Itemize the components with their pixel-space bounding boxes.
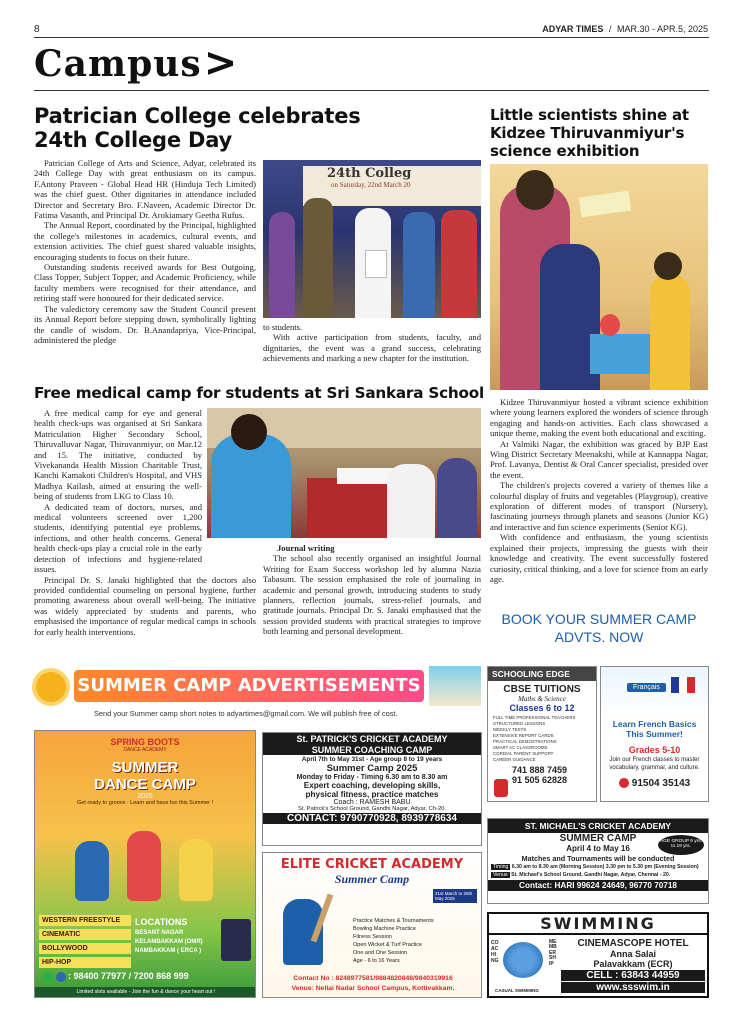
kidzee-headline: Little scientists shine at Kidzee Thiruvanmiyur's science exhibition bbox=[490, 106, 689, 160]
masthead-line bbox=[542, 24, 708, 34]
book-ad-line1: BOOK YOUR SUMMER CAMP bbox=[501, 611, 697, 627]
logo-caption: CASUAL SWIMMING bbox=[495, 988, 539, 993]
dance-styles bbox=[39, 915, 131, 968]
st-michael-contact: Contact: HARI 99624 24649, 96770 70718 bbox=[488, 880, 708, 891]
paragraph: The Annual Report, coordinated by the Principal, highlighted the college's milestones in academics, cultural events, and extension activities. The chief guest shared valuable insights, encouraging students to focus on their future. bbox=[34, 220, 256, 262]
st-michael-title: ST. MICHAEL'S CRICKET ACADEMY bbox=[488, 819, 708, 833]
elite-features bbox=[353, 917, 434, 965]
paragraph: A dedicated team of doctors, nurses, and medical volunteers screened over 1,200 students, identifying potential eye problems, infections, and other health concerns. General health check-ups play a crucial role in the early detection of infections and hygiene-related issues. bbox=[34, 501, 202, 575]
dance-style: HIP-HOP bbox=[39, 957, 131, 968]
page-number: 8 bbox=[34, 24, 40, 35]
phone-1: 741 888 7459 bbox=[512, 765, 568, 775]
flag-icon bbox=[671, 677, 695, 693]
journal-subhead: Journal writing bbox=[277, 543, 335, 553]
elite-dates: 21st March to 26th May 2025 bbox=[433, 889, 477, 903]
venue-line: Palavakkam (ECR) bbox=[593, 959, 673, 969]
st-patrick-venue: St. Patrick's School Ground, Gandhi Nagar, Adyar, Ch-20. bbox=[297, 806, 447, 812]
patrician-photo bbox=[263, 160, 481, 318]
location: NAMBAKKAM ( ERCA ) bbox=[135, 948, 202, 954]
patrician-col1 bbox=[34, 158, 256, 345]
elite-cricket-ad bbox=[262, 852, 482, 998]
st-patrick-camp: Summer Camp 2025 bbox=[326, 763, 418, 774]
cricketer-illustration bbox=[269, 893, 339, 969]
phone-icon bbox=[619, 778, 629, 788]
section-chevron-icon: > bbox=[203, 40, 239, 86]
paragraph: Kidzee Thiruvanmiyur hosted a vibrant science exhibition where young learners explored the wonders of science through engaging and hands-on activities. Each class showcased a unique theme, making the event both educational and exciting. bbox=[490, 397, 708, 439]
feature-item: EXTENSIVE REPORT CARDS bbox=[493, 733, 554, 738]
section-name: Campus bbox=[34, 43, 202, 85]
st-patrick-dates: April 7th to May 31st - Age group 8 to 19 years bbox=[301, 756, 443, 763]
dance-phone: : 98400 77977 / 7200 868 999 bbox=[68, 971, 189, 981]
swimming-web[interactable]: www.ssswim.in bbox=[561, 982, 705, 993]
medical-col2 bbox=[263, 543, 481, 637]
banner-title: SUMMER CAMP ADVERTISEMENTS bbox=[74, 670, 424, 702]
dancers-illustration bbox=[75, 827, 215, 907]
section-rule bbox=[34, 90, 709, 91]
st-patrick-line2: physical fitness, practice matches bbox=[305, 790, 439, 799]
elite-venue: Venue: Nellai Nadar School Campus, Kottivakkam. bbox=[291, 985, 455, 992]
medical-photo bbox=[207, 408, 481, 538]
dance-brand: SPRING BOOTS bbox=[110, 737, 180, 747]
french-title-1: Learn French Basics bbox=[612, 719, 697, 729]
dance-locations bbox=[135, 917, 225, 954]
paragraph: The valedictory ceremony saw the Student Council present its Annual Report before stepping down, symbolically lighting the candle of wisdom. Dr. B.Anandapriya, Vice-Principal, administered the pledge bbox=[34, 303, 256, 345]
dance-title-2: DANCE CAMP bbox=[94, 776, 196, 793]
schooling-brand: SCHOOLING EDGE bbox=[488, 667, 596, 681]
st-patrick-contact: CONTACT: 9790770928, 8939778634 bbox=[263, 813, 481, 824]
dance-footer: Limited slots available - Join the fun & dance your heart out ! bbox=[35, 987, 256, 997]
feature-item: WEEKLY TESTS bbox=[493, 727, 527, 732]
swimming-phone: CELL : 63843 44959 bbox=[561, 970, 705, 981]
sun-icon bbox=[36, 672, 66, 702]
timing-label: Timing bbox=[493, 864, 509, 870]
paragraph: The children's projects covered a variety of themes like a colourful display of fruits and vegetables (Playgroup), creative exploration of different modes of transport (Nursery), fascinating journeys through planets and seasons (Junior KG) and interactive and fun science experiments (Senior KG). bbox=[490, 480, 708, 532]
speaker-icon bbox=[221, 919, 251, 961]
feature-item: Age - 6 to 16 Years bbox=[353, 958, 400, 964]
publication-name: ADYAR TIMES bbox=[542, 24, 604, 34]
st-michael-note: Matches and Tournaments will be conducted bbox=[521, 854, 675, 863]
paragraph: With active participation from students, faculty, and dignitaries, the event was a grand success, celebrating achievements and marking a new chapter for the institution. bbox=[263, 332, 481, 364]
dance-title-1: SUMMER bbox=[111, 759, 179, 776]
issue-dates: MAR.30 - APR.5, 2025 bbox=[616, 24, 708, 34]
swimming-venue bbox=[561, 938, 705, 993]
swimming-title: SWIMMING bbox=[489, 914, 707, 935]
medical-col1 bbox=[34, 408, 256, 637]
summer-banner bbox=[34, 666, 482, 724]
feature-item: CAREER GUIDANCE bbox=[493, 757, 536, 762]
french-ad bbox=[600, 666, 709, 802]
membership-vertical: MEMBERSHIP bbox=[549, 939, 557, 967]
paragraph: A free medical camp for eye and general health check-ups was organised at Sri Sankara Matriculation Higher Secondary School, Thiruvalluvar Nagar, Thiruvanmiyur, on Mar.12 and 15. The initiative, conducted by Vivekananda Health Mission Charitable Trust, Kanchi Kamakoti Children's Hospital, and VHS Madhya Kailash, aimed at ensuring the well-being of students from LKG to Class 10. bbox=[34, 408, 202, 502]
elite-title: ELITE CRICKET ACADEMY bbox=[280, 857, 464, 872]
phone-icon bbox=[494, 779, 508, 797]
french-grades: Grades 5-10 bbox=[628, 745, 681, 755]
french-badge: Français bbox=[627, 683, 666, 692]
dance-style: BOLLYWOOD bbox=[39, 943, 131, 954]
phone-2: 91 505 62828 bbox=[512, 775, 568, 785]
paragraph-wide: Principal Dr. S. Janaki highlighted that the doctors also provided confidential counseling on personal hygiene, further promoting awareness about overall well-being. The initiative was widely appreciated by students and parents, who emphasised the importance of regular medical camps in schools for early health interventions. bbox=[34, 574, 256, 637]
st-patrick-line1: Expert coaching, developing skills, bbox=[303, 781, 441, 790]
paragraph: With confidence and enthusiasm, the young scientists explained their projects, impressing the guests with their knowledge and creativity. The event successfully fostered curiosity, critical thinking, and a love for science from an early age. bbox=[490, 532, 708, 584]
dance-tagline: Get ready to groove : Learn and have fun this Summer ! bbox=[76, 800, 214, 806]
medical-headline: Free medical camp for students at Sri Sankara School bbox=[34, 384, 484, 402]
whatsapp-icon bbox=[43, 972, 53, 982]
st-michael-venue: St. Michael's School Ground, Gandhi Nagar, Adyar, Chennai - 20. bbox=[511, 872, 671, 878]
swimmer-logo-icon bbox=[503, 942, 543, 978]
st-michael-age: AGE GROUP 6 yrs. to 19 yrs. bbox=[658, 835, 704, 855]
phone-icon bbox=[56, 972, 66, 982]
st-patrick-timing: Monday to Friday - Timing 6.30 am to 8.30 am bbox=[296, 774, 448, 781]
header-rule bbox=[34, 37, 709, 38]
st-patrick-ad bbox=[262, 732, 482, 846]
french-phone: 91504 35143 bbox=[631, 778, 691, 789]
patrician-headline: Patrician College celebrates 24th College Day bbox=[34, 104, 361, 152]
feature-item: Open Wicket & Turf Practice bbox=[353, 942, 423, 948]
location: KELAMBAKKAM (OMR) bbox=[135, 939, 203, 945]
elite-subtitle: Summer Camp bbox=[334, 872, 410, 886]
feature-item: Fitness Session bbox=[353, 934, 392, 940]
book-summer-camp-ad bbox=[490, 610, 708, 646]
coaching-vertical: COACHING bbox=[491, 940, 499, 964]
st-michael-timing: 6.30 am to 8.30 am (Morning Session) 3.30 pm to 5.30 pm (Evening Session) bbox=[511, 864, 699, 870]
separator: / bbox=[608, 24, 612, 34]
dance-phone-row bbox=[43, 971, 189, 982]
st-patrick-coach: Coach : RAMESH BABU bbox=[333, 799, 411, 806]
book-ad-line2: ADVTS. NOW bbox=[554, 629, 644, 645]
elite-contact: Contact No : 8248977581/9884820848/9840319916 bbox=[293, 975, 453, 982]
kids-icon bbox=[429, 666, 481, 706]
tuition-title: CBSE TUITIONS bbox=[503, 684, 581, 695]
dance-style: CINEMATIC bbox=[39, 929, 131, 940]
tuition-classes: Classes 6 to 12 bbox=[509, 703, 575, 713]
dance-year: 2025 bbox=[137, 793, 153, 800]
paragraph: Outstanding students received awards for Best Outgoing, Class Topper, Subject Topper, and Academic Proficiency, while faculty members were recognised for their attendance, and retiring staff were honoured for their dedicated service. bbox=[34, 262, 256, 304]
feature-item: STRUCTURED LESSONS bbox=[493, 721, 546, 726]
dance-brand-sub: DANCE ACADEMY bbox=[123, 747, 167, 753]
locations-label: LOCATIONS bbox=[135, 917, 188, 927]
schooling-edge-ad bbox=[487, 666, 597, 802]
feature-item: SMART AC CLASSROOMS bbox=[493, 745, 548, 750]
st-michael-subtitle: SUMMER CAMP bbox=[559, 833, 637, 844]
st-michael-dates: April 4 to May 16 bbox=[566, 844, 630, 853]
paragraph: The school also recently organised an insightful Journal Writing for Exam Success workshop led by alumna Nazia Tabasum. The session emphasised the role of journaling in academic and personal growth, introducing students to study planners, reflection journals, stress-relief journals, and gratitude journals. Principal Dr. S. Janaki emphasised that the session provided students with practical strategies to improve both learning and personal development. bbox=[263, 553, 481, 637]
feature-item: FULL TIME PROFESSIONAL TEACHERS bbox=[493, 715, 576, 720]
section-title bbox=[34, 40, 238, 86]
kidzee-text bbox=[490, 397, 708, 584]
patrician-col2 bbox=[263, 322, 481, 364]
paragraph: At Valmiki Nagar, the exhibition was graced by BJP East Wing District Secretary Meenakshi, while at Kannappa Nagar, Prof. Lavanya, Dentist & Oral Cancer specialist, presided over the event. bbox=[490, 438, 708, 480]
swimming-ad bbox=[487, 912, 709, 998]
feature-item: Bowling Machine Practice bbox=[353, 926, 416, 932]
location: BESANT NAGAR bbox=[135, 930, 184, 936]
venue-line: Anna Salai bbox=[609, 949, 656, 959]
french-desc: Join our French classes to master vocabulary, grammar, and culture. bbox=[609, 757, 700, 771]
banner-note: Send your Summer camp short notes to adyartimes@gmail.com. We will publish free of cost. bbox=[94, 709, 398, 718]
st-patrick-title: St. PATRICK'S CRICKET ACADEMY bbox=[263, 733, 481, 745]
feature-item: CORDIAL PARENT SUPPORT bbox=[493, 751, 554, 756]
feature-item: PRACTICAL DEMOSTRATIONS bbox=[493, 739, 557, 744]
kidzee-photo bbox=[490, 164, 708, 390]
venue-label: Venue bbox=[493, 872, 508, 878]
st-patrick-subtitle: SUMMER COACHING CAMP bbox=[263, 745, 481, 755]
french-title-2: This Summer! bbox=[626, 729, 683, 739]
tuition-subtitle: Maths & Science bbox=[518, 695, 566, 703]
paragraph: Patrician College of Arts and Science, Adyar, celebrated its 24th College Day with great enthusiasm on its campus. F.Antony Praveen - Global Head HR (Hinduja Tech Limited) was the chief guest. Other dignitaries in attendance included Director and Secretary Bro. F.Naveen, Academic Director Dr. Fatima Vasanth, and Principal Dr. Arokiamary Geetha Rufus. bbox=[34, 158, 256, 221]
dance-style: WESTERN FREESTYLE bbox=[39, 915, 131, 926]
paragraph-continued: to students. bbox=[263, 322, 303, 332]
photo-banner: 24th Colleg on Saturday, 22nd March 20 bbox=[303, 166, 481, 206]
feature-item: Practice Matches & Tournaments bbox=[353, 918, 434, 924]
venue-line: CINEMASCOPE HOTEL bbox=[577, 938, 689, 949]
feature-item: One and One Session bbox=[353, 950, 408, 956]
dance-camp-ad bbox=[34, 730, 256, 998]
st-michael-ad bbox=[487, 818, 709, 904]
